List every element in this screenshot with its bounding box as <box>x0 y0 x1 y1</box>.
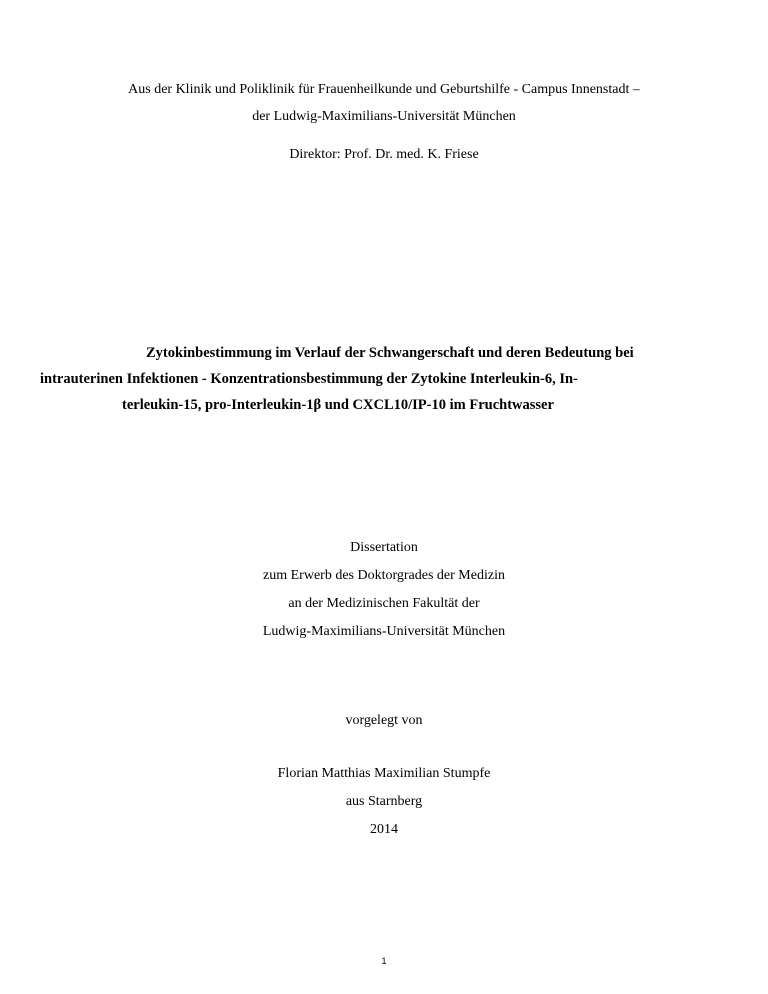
title-line-3: terleukin-15, pro-Interleukin-1β und CXCL10/IP-10 im Fruchtwasser <box>122 397 554 413</box>
dissertation-line-2: an der Medizinischen Fakultät der <box>288 596 480 611</box>
page-number: 1 <box>381 956 387 966</box>
submitted-label: vorgelegt von <box>345 713 423 728</box>
director-line: Direktor: Prof. Dr. med. K. Friese <box>289 147 479 162</box>
institution-line-1: Aus der Klinik und Poliklinik für Frauenheilkunde und Geburtshilfe - Campus Innenstadt – <box>128 82 640 97</box>
dissertation-title <box>40 340 730 418</box>
title-line-1: Zytokinbestimmung im Verlauf der Schwangerschaft und deren Bedeutung bei <box>146 345 634 361</box>
author-name: Florian Matthias Maximilian Stumpfe <box>277 766 491 781</box>
submission-year: 2014 <box>370 822 398 837</box>
dissertation-line-3: Ludwig-Maximilians-Universität München <box>262 624 506 639</box>
dissertation-heading: Dissertation <box>350 540 418 555</box>
dissertation-line-1: zum Erwerb des Doktorgrades der Medizin <box>263 568 505 583</box>
institution-line-2: der Ludwig-Maximilians-Universität München <box>252 109 516 124</box>
author-origin: aus Starnberg <box>345 794 423 809</box>
title-line-2: intrauterinen Infektionen - Konzentrationsbestimmung der Zytokine Interleukin-6, In- <box>40 371 578 387</box>
